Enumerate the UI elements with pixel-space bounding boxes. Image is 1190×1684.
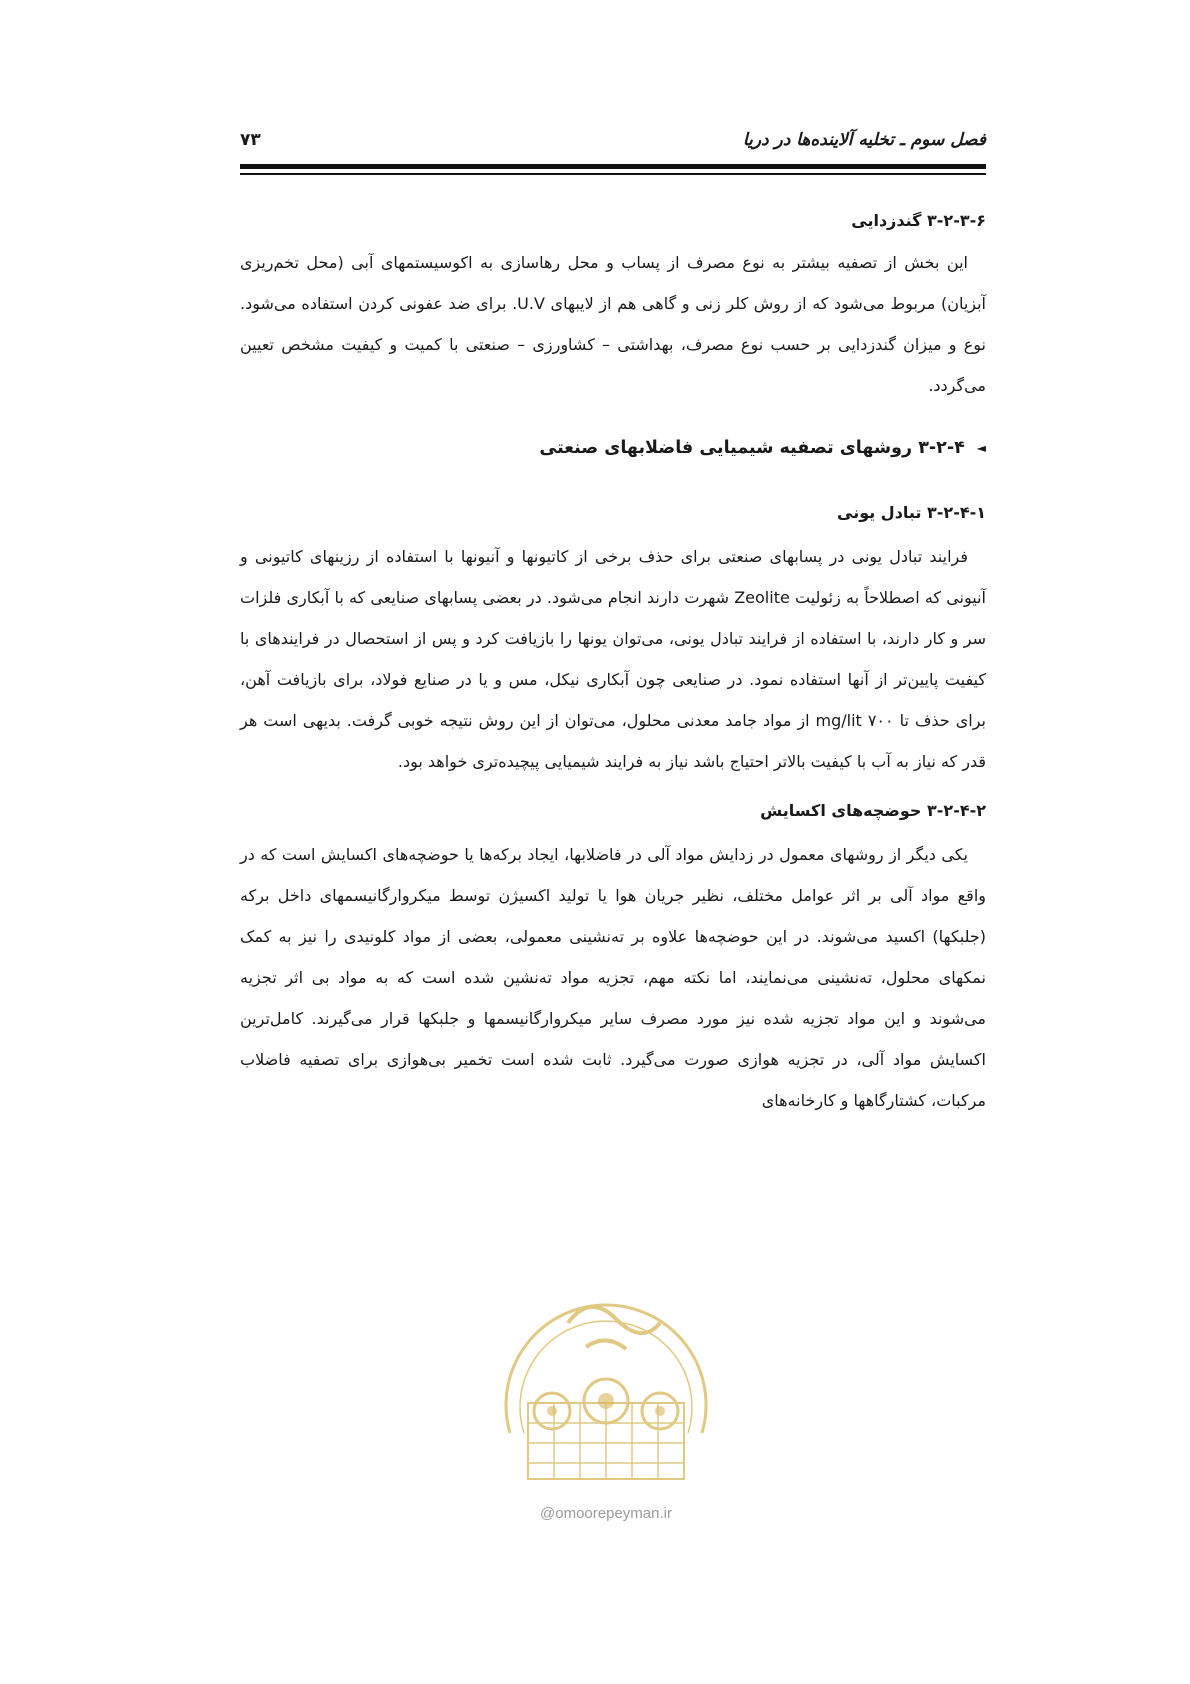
section-heading-chemical-treatment xyxy=(240,428,986,468)
page-body xyxy=(240,206,986,1121)
page-header xyxy=(240,126,986,158)
triangle-marker-icon: ◄ xyxy=(976,441,986,455)
header-rule-thin xyxy=(240,173,986,175)
paragraph-ion-exchange: فرایند تبادل یونی در پسابهای صنعتی برای حذف برخی از کاتیونها و آنیونها با استفاده از رزینهای کاتیونی و آنیونی که اصطلاحاً به زئولیت Zeolite شهرت دارند انجام می‌شود. در بعضی پسابهای صنایعی که با آبکاری فلزات سر و کار دارند، با استفاده از فرایند تبادل یونی، می‌توان یونها را بازیافت کرد و پس از استحصال در فرایندهای با کیفیت پایین‌تر از آنها استفاده نمود. در صنایعی چون آبکاری نیکل، مس و یا در صنایع فولاد، برای بازیافت آهن، برای حذف تا ۷۰۰ mg/lit از مواد جامد معدنی محلول، می‌توان از این روش نتیجه خوبی گرفت. بدیهی است هر قدر که نیاز به آب با کیفیت بالاتر احتیاج باشد نیاز به فرایند شیمیایی پیچیده‌تری خواهد بود. xyxy=(240,547,987,771)
section-heading-ion-exchange: ۳-۲-۴-۱ تبادل یونی xyxy=(837,503,986,522)
section-heading-disinfection: ۳-۲-۳-۶ گندزدایی xyxy=(851,211,986,230)
header-rule-thick xyxy=(240,164,986,169)
paragraph-oxidation-ponds: یکی دیگر از روشهای معمول در زدایش مواد آلی در فاضلابها، ایجاد برکه‌ها یا حوضچه‌های اکسایش است که در واقع مواد آلی بر اثر عوامل مختلف، نظیر جریان هوا یا تولید اکسیژن توسط میکروارگانیسمهای داخل برکه (جلبکها) اکسید می‌شوند. در این حوضچه‌ها علاوه بر ته‌نشینی معمولی، بعضی از مواد کلونیدی را نیز به کمک نمکهای محلول، ته‌نشینی می‌نمایند، اما نکته مهم، تجزیه مواد ته‌نشین شده است که به مواد بی اثر تجزیه می‌شوند و این مواد تجزیه شده نیز مورد مصرف سایر میکروارگانیسمها و جلبکها قرار می‌گیرند. کامل‌ترین اکسایش مواد آلی، در تجزیه هوازی صورت می‌گیرد. ثابت شده است تخمیر بی‌هوازی برای تصفیه فاضلاب مرکبات، کشتارگاهها و کارخانه‌های xyxy=(240,845,986,1110)
running-title: فصل سوم ـ تخلیه آلاینده‌ها در دریا xyxy=(742,130,986,150)
page-number: ۷۳ xyxy=(240,130,261,150)
paragraph-disinfection: این بخش از تصفیه بیشتر به نوع مصرف از پساب و محل رهاسازی به اکوسیستمهای آبی (محل تخم‌ریزی آبزیان) مربوط می‌شود که از روش کلر زنی و گاهی هم از لایبهای U.V. برای ضد عفونی کردن استفاده می‌شود. نوع و میزان گندزدایی بر حسب نوع مصرف، بهداشتی – کشاورزی – صنعتی با کمیت و کیفیت مشخص تعیین می‌گردد. xyxy=(240,253,986,395)
section-heading-oxidation-ponds: ۳-۲-۴-۲ حوضچه‌های اکسایش xyxy=(760,801,986,820)
section-heading-text: ۳-۲-۴ روشهای تصفیه شیمیایی فاضلابهای صنعتی xyxy=(539,438,965,458)
watermark-url: @omoorepeyman.ir xyxy=(540,1505,672,1522)
watermark-logo xyxy=(490,1283,722,1483)
